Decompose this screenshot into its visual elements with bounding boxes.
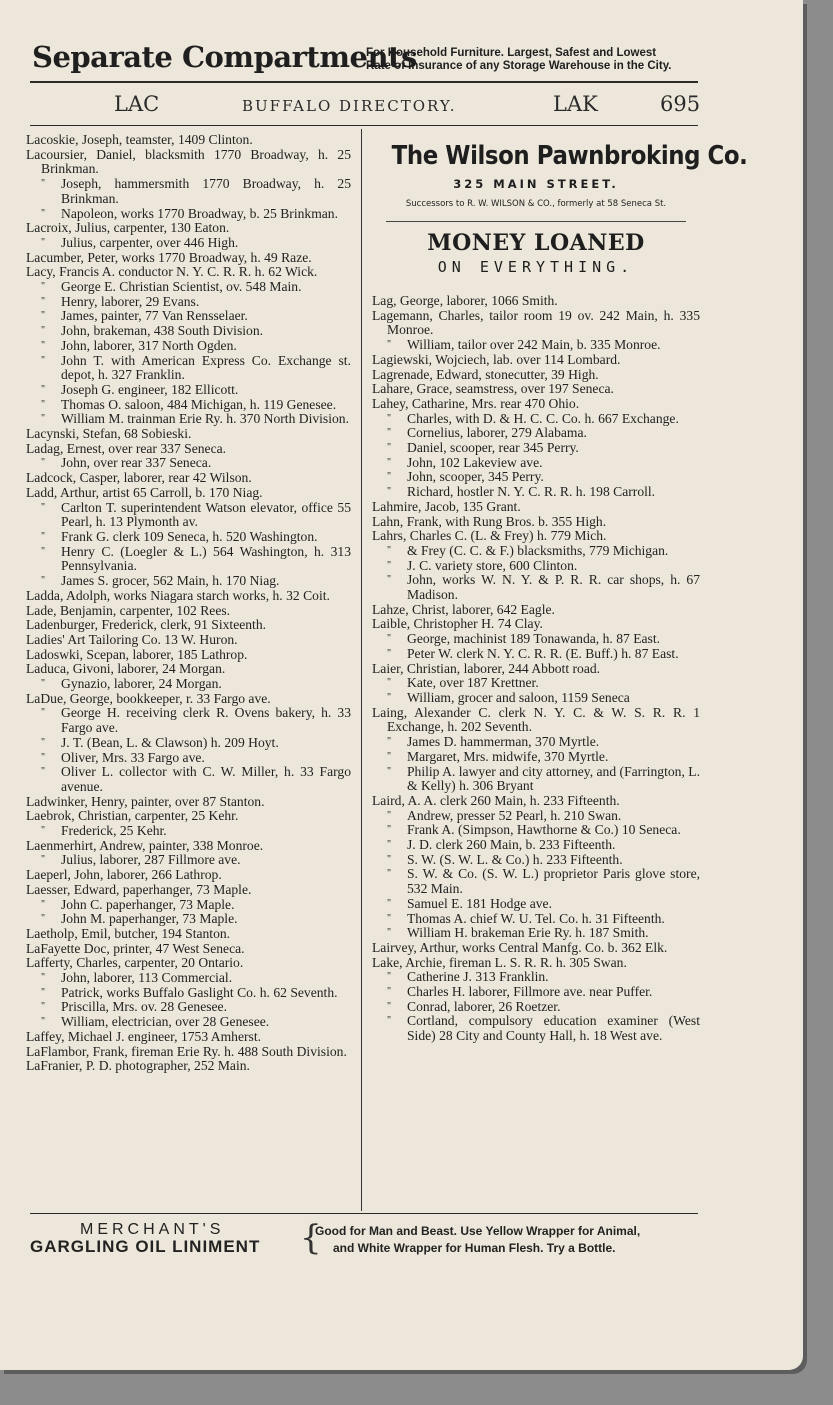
ditto-mark: "	[387, 677, 392, 689]
entry-text: Lacumber, Peter, works 1770 Broadway, h. 49 Raze.	[26, 249, 312, 265]
entry-text: Oliver, Mrs. 33 Fargo ave.	[61, 749, 205, 765]
ditto-mark: "	[387, 897, 392, 909]
bottom-rule	[30, 1213, 698, 1214]
directory-entry	[372, 735, 700, 750]
entry-text: William H. brakeman Erie Ry. h. 187 Smith.	[407, 925, 649, 941]
entry-text: Oliver L. collector with C. W. Miller, h. 33 Fargo avenue.	[61, 764, 351, 794]
ditto-mark: "	[387, 839, 392, 851]
wilson-address: 325 MAIN STREET.	[453, 177, 619, 191]
directory-entry	[26, 545, 351, 574]
entry-text: Cortland, compulsory education examiner (West Side) 28 City and County Hall, h. 18 West ave.	[407, 1013, 700, 1044]
ditto-mark: "	[41, 354, 46, 366]
directory-entry	[26, 412, 351, 427]
ditto-mark: "	[387, 486, 392, 498]
page-number: 695	[660, 92, 701, 116]
entry-text: Ladag, Ernest, over rear 337 Seneca.	[26, 440, 227, 456]
entry-text: James D. hammerman, 370 Myrtle.	[407, 734, 600, 750]
directory-entry	[372, 823, 700, 838]
entry-text: William M. trainman Erie Ry. h. 370 North Division.	[61, 411, 349, 427]
directory-entry	[26, 265, 351, 280]
ditto-mark: "	[387, 633, 392, 645]
entry-text: Lade, Benjamin, carpenter, 102 Rees.	[26, 602, 231, 618]
wilson-title: The Wilson Pawnbroking Co.	[391, 141, 748, 171]
entry-text: Conrad, laborer, 26 Roetzer.	[407, 998, 561, 1014]
ditto-mark: "	[41, 707, 46, 719]
directory-entry	[26, 324, 351, 339]
ditto-mark: "	[41, 413, 46, 425]
ditto-mark: "	[41, 310, 46, 322]
directory-entry	[372, 573, 700, 602]
ditto-mark: "	[387, 824, 392, 836]
ditto-mark: "	[387, 544, 392, 556]
ditto-mark: "	[41, 751, 46, 763]
entry-text: Laird, A. A. clerk 260 Main, h. 233 Fifteenth.	[372, 792, 620, 808]
directory-entry	[372, 382, 700, 397]
entry-text: Lacoskie, Joseph, teamster, 1409 Clinton.	[26, 132, 253, 147]
left-column-entries	[26, 133, 351, 1074]
entry-text: LaFlambor, Frank, fireman Erie Ry. h. 488 South Division.	[26, 1043, 347, 1059]
entry-text: Ladwinker, Henry, painter, over 87 Stanton.	[26, 793, 265, 809]
directory-entry	[372, 985, 700, 1000]
entry-text: Henry, laborer, 29 Evans.	[61, 293, 200, 309]
directory-entry	[26, 251, 351, 266]
directory-entry	[372, 706, 700, 735]
ditto-mark: "	[387, 912, 392, 924]
directory-entry	[372, 441, 700, 456]
on-everything: ON EVERYTHING.	[437, 258, 635, 276]
entry-text: S. W. & Co. (S. W. L.) proprietor Paris glove store, 532 Main.	[407, 866, 700, 897]
directory-entry	[26, 795, 351, 810]
entry-text: John M. paperhanger, 73 Maple.	[61, 911, 238, 927]
directory-entry	[26, 501, 351, 530]
directory-entry	[26, 486, 351, 501]
entry-text: William, electrician, over 28 Genesee.	[61, 1014, 270, 1030]
entry-text: Laetholp, Emil, butcher, 194 Stanton.	[26, 925, 231, 941]
directory-entry	[26, 280, 351, 295]
directory-entry	[372, 412, 700, 427]
ditto-mark: "	[387, 691, 392, 703]
entry-text: & Frey (C. C. & F.) blacksmiths, 779 Michigan.	[407, 542, 669, 558]
directory-entry	[372, 456, 700, 471]
entry-text: Cornelius, laborer, 279 Alabama.	[407, 425, 587, 441]
ditto-mark: "	[387, 456, 392, 468]
entry-text: Laeperl, John, laborer, 266 Lathrop.	[26, 867, 222, 883]
directory-entry	[26, 442, 351, 457]
ditto-mark: "	[41, 825, 46, 837]
entry-text: George, machinist 189 Tonawanda, h. 87 East.	[407, 631, 660, 647]
entry-text: LaFayette Doc, printer, 47 West Seneca.	[26, 940, 245, 956]
entry-text: Lacoursier, Daniel, blacksmith 1770 Broadway, h. 25 Brinkman.	[26, 146, 351, 177]
directory-entry	[372, 294, 700, 309]
entry-text: Thomas O. saloon, 484 Michigan, h. 119 Genesee.	[61, 396, 337, 412]
top-rule	[30, 81, 698, 83]
directory-entry	[372, 956, 700, 971]
ditto-mark: "	[387, 927, 392, 939]
ad-line-1: For Household Furniture. Largest, Safest and Lowest	[366, 47, 657, 59]
directory-entry	[372, 632, 700, 647]
directory-entry	[372, 897, 700, 912]
entry-text: Ladda, Adolph, works Niagara starch works, h. 32 Coit.	[26, 587, 330, 603]
entry-text: Lahze, Christ, laborer, 642 Eagle.	[372, 601, 555, 617]
entry-text: Joseph, hammersmith 1770 Broadway, h. 25 Brinkman.	[61, 176, 351, 206]
entry-text: John, over rear 337 Seneca.	[61, 455, 212, 471]
ditto-mark: "	[387, 809, 392, 821]
directory-entry	[26, 574, 351, 589]
entry-text: Laebrok, Christian, carpenter, 25 Kehr.	[26, 808, 239, 824]
merchants-label: MERCHANT'S	[80, 1221, 225, 1238]
entry-text: Catherine J. 313 Franklin.	[407, 969, 549, 985]
ditto-mark: "	[387, 471, 392, 483]
ditto-mark: "	[387, 647, 392, 659]
directory-entry	[26, 1000, 351, 1015]
directory-entry	[26, 662, 351, 677]
entry-text: Richard, hostler N. Y. C. R. R. h. 198 Carroll.	[407, 484, 656, 500]
ditto-mark: "	[387, 412, 392, 424]
brace-glyph: {	[300, 1218, 322, 1258]
ditto-mark: "	[41, 281, 46, 293]
entry-text: Laible, Christopher H. 74 Clay.	[372, 616, 543, 632]
directory-entry	[372, 765, 700, 794]
directory-entry	[372, 485, 700, 500]
liniment-name: GARGLING OIL LINIMENT	[30, 1237, 261, 1256]
directory-entry	[372, 941, 700, 956]
storage-advertisement	[30, 40, 710, 80]
directory-entry	[26, 456, 351, 471]
ditto-mark: "	[41, 913, 46, 925]
ditto-mark: "	[387, 971, 392, 983]
ditto-mark: "	[387, 559, 392, 571]
header-title: BUFFALO DIRECTORY.	[242, 97, 457, 115]
directory-entry	[26, 868, 351, 883]
directory-entry	[372, 867, 700, 896]
ditto-mark: "	[387, 1015, 392, 1027]
directory-entry	[26, 927, 351, 942]
entry-text: Peter W. clerk N. Y. C. R. R. (E. Buff.) h. 87 East.	[407, 645, 679, 661]
entry-text: J. C. variety store, 600 Clinton.	[407, 557, 578, 573]
ditto-mark: "	[387, 765, 392, 777]
directory-entry	[26, 853, 351, 868]
directory-entry	[372, 603, 700, 618]
liniment-line-2: and White Wrapper for Human Flesh. Try a Bottle.	[333, 1241, 616, 1255]
entry-text: Charles, with D. & H. C. C. Co. h. 667 Exchange.	[407, 410, 679, 426]
directory-entry	[26, 1059, 351, 1074]
directory-entry	[26, 839, 351, 854]
directory-entry	[26, 971, 351, 986]
entry-text: J. T. (Bean, L. & Clawson) h. 209 Hoyt.	[61, 734, 279, 750]
directory-entry	[26, 133, 351, 148]
entry-text: Lake, Archie, fireman L. S. R. R. h. 305 Swan.	[372, 954, 627, 970]
wilson-divider	[386, 221, 686, 222]
directory-entry	[372, 368, 700, 383]
directory-entry	[26, 427, 351, 442]
entry-text: Frank A. (Simpson, Hawthorne & Co.) 10 Seneca.	[407, 822, 681, 838]
ditto-mark: "	[41, 1016, 46, 1028]
directory-entry	[26, 309, 351, 324]
directory-entry	[372, 515, 700, 530]
ad-title: Separate Compartments	[32, 40, 417, 74]
entry-text: Ladoswki, Scepan, laborer, 185 Lathrop.	[26, 646, 248, 662]
ditto-mark: "	[387, 427, 392, 439]
entry-text: Lafferty, Charles, carpenter, 20 Ontario.	[26, 955, 244, 971]
directory-entry	[26, 956, 351, 971]
entry-text: John, brakeman, 438 South Division.	[61, 323, 264, 339]
ditto-mark: "	[387, 853, 392, 865]
entry-text: Andrew, presser 52 Pearl, h. 210 Swan.	[407, 807, 622, 823]
ditto-mark: "	[387, 750, 392, 762]
directory-entry	[26, 148, 351, 177]
ditto-mark: "	[41, 339, 46, 351]
directory-entry	[26, 824, 351, 839]
directory-entry	[372, 853, 700, 868]
column-divider	[361, 129, 362, 1211]
directory-entry	[26, 986, 351, 1001]
ditto-mark: "	[387, 442, 392, 454]
directory-entry	[26, 604, 351, 619]
directory-entry	[372, 750, 700, 765]
directory-entry	[26, 221, 351, 236]
directory-entry	[372, 544, 700, 559]
ditto-mark: "	[41, 325, 46, 337]
entry-text: Laesser, Edward, paperhanger, 73 Maple.	[26, 881, 252, 897]
entry-text: Lagrenade, Edward, stonecutter, 39 High.	[372, 366, 599, 382]
directory-entry	[372, 809, 700, 824]
ditto-mark: "	[41, 383, 46, 395]
ditto-mark: "	[41, 501, 46, 513]
entry-text: Priscilla, Mrs. ov. 28 Genesee.	[61, 999, 227, 1015]
entry-text: Ladd, Arthur, artist 65 Carroll, b. 170 Niag.	[26, 484, 263, 500]
directory-entry	[26, 383, 351, 398]
directory-entry	[372, 529, 700, 544]
directory-entry	[26, 354, 351, 383]
directory-entry	[26, 339, 351, 354]
entry-text: Lagemann, Charles, tailor room 19 ov. 242 Main, h. 335 Monroe.	[372, 307, 700, 338]
directory-entry	[372, 676, 700, 691]
directory-entry	[26, 942, 351, 957]
entry-text: William, tailor over 242 Main, b. 335 Monroe.	[407, 337, 661, 353]
directory-entry	[26, 883, 351, 898]
ditto-mark: "	[41, 736, 46, 748]
directory-entry	[26, 530, 351, 545]
directory-entry	[26, 751, 351, 766]
ditto-mark: "	[41, 457, 46, 469]
entry-text: S. W. (S. W. L. & Co.) h. 233 Fifteenth.	[407, 851, 623, 867]
ditto-mark: "	[387, 1000, 392, 1012]
ditto-mark: "	[41, 295, 46, 307]
directory-entry	[372, 1000, 700, 1015]
entry-text: Lacy, Francis A. conductor N. Y. C. R. R. h. 62 Wick.	[26, 264, 318, 280]
wilson-successors: Successors to R. W. WILSON & CO., formerly at 58 Seneca St.	[405, 199, 667, 209]
directory-entry	[372, 559, 700, 574]
directory-entry	[26, 765, 351, 794]
entry-text: James, painter, 77 Van Rensselaer.	[61, 308, 248, 324]
ditto-mark: "	[41, 986, 46, 998]
directory-entry	[26, 1015, 351, 1030]
ditto-mark: "	[41, 545, 46, 557]
header-rule	[30, 125, 698, 126]
ditto-mark: "	[41, 236, 46, 248]
ditto-mark: "	[387, 868, 392, 880]
entry-text: Frederick, 25 Kehr.	[61, 823, 167, 839]
header-left-range: LAC	[114, 92, 160, 116]
directory-entry	[26, 589, 351, 604]
entry-text: John, works W. N. Y. & P. R. R. car shops, h. 67 Madison.	[407, 572, 700, 603]
ad-line-2: Rate of Insurance of any Storage Warehouse in the City.	[366, 60, 672, 72]
directory-entry	[26, 1030, 351, 1045]
directory-entry	[372, 970, 700, 985]
entry-text: John, 102 Lakeview ave.	[407, 454, 543, 470]
directory-entry	[372, 617, 700, 632]
directory-entry	[26, 633, 351, 648]
entry-text: Ladenburger, Frederick, clerk, 91 Sixteenth.	[26, 617, 267, 633]
directory-entry	[26, 677, 351, 692]
entry-text: Lagiewski, Wojciech, lab. over 114 Lombard.	[372, 351, 621, 367]
directory-entry	[372, 647, 700, 662]
entry-text: Laenmerhirt, Andrew, painter, 338 Monroe.	[26, 837, 264, 853]
entry-text: George H. receiving clerk R. Ovens bakery, h. 33 Fargo ave.	[61, 705, 351, 736]
entry-text: LaFranier, P. D. photographer, 252 Main.	[26, 1058, 250, 1074]
entry-text: Laffey, Michael J. engineer, 1753 Amherst.	[26, 1028, 262, 1044]
entry-text: Lacroix, Julius, carpenter, 130 Eaton.	[26, 220, 230, 236]
liniment-advertisement	[30, 1218, 710, 1265]
entry-text: Ladcock, Casper, laborer, rear 42 Wilson.	[26, 470, 252, 486]
entry-text: Lahey, Catharine, Mrs. rear 470 Ohio.	[372, 395, 580, 411]
directory-entry	[26, 295, 351, 310]
entry-text: John T. with American Express Co. Exchange st. depot, h. 327 Franklin.	[61, 352, 351, 383]
directory-entry	[26, 1045, 351, 1060]
entry-text: Lahn, Frank, with Rung Bros. b. 355 High.	[372, 513, 607, 529]
ditto-mark: "	[41, 1001, 46, 1013]
ditto-mark: "	[41, 530, 46, 542]
ditto-mark: "	[41, 678, 46, 690]
entry-text: John C. paperhanger, 73 Maple.	[61, 896, 235, 912]
entry-text: Carlton T. superintendent Watson elevator, office 55 Pearl, h. 13 Plymonth av.	[61, 499, 351, 530]
entry-text: Napoleon, works 1770 Broadway, b. 25 Brinkman.	[61, 205, 338, 221]
entry-text: LaDue, George, bookkeeper, r. 33 Fargo ave.	[26, 690, 271, 706]
ditto-mark: "	[387, 986, 392, 998]
ditto-mark: "	[41, 398, 46, 410]
directory-entry	[372, 470, 700, 485]
entry-text: Henry C. (Loegler & L.) 564 Washington, h. 313 Pennsylvania.	[61, 543, 351, 574]
entry-text: Lag, George, laborer, 1066 Smith.	[372, 293, 558, 308]
directory-entry	[372, 397, 700, 412]
directory-entry	[372, 309, 700, 338]
ditto-mark: "	[387, 339, 392, 351]
entry-text: Lairvey, Arthur, works Central Manfg. Co. b. 362 Elk.	[372, 939, 668, 955]
directory-entry	[372, 500, 700, 515]
directory-entry	[26, 648, 351, 663]
money-loaned: MONEY LOANED	[427, 230, 645, 256]
ditto-mark: "	[41, 575, 46, 587]
ditto-mark: "	[387, 736, 392, 748]
entry-text: George E. Christian Scientist, ov. 548 Main.	[61, 279, 302, 295]
entry-text: Laier, Christian, laborer, 244 Abbott road.	[372, 660, 601, 676]
directory-entry	[26, 618, 351, 633]
wilson-pawnbroking-ad	[372, 133, 748, 276]
entry-text: John, laborer, 113 Commercial.	[61, 970, 233, 986]
ditto-mark: "	[41, 898, 46, 910]
entry-text: Philip A. lawyer and city attorney, and (Farrington, L. & Kelly) h. 306 Bryant	[407, 763, 700, 794]
directory-entry	[372, 353, 700, 368]
entry-text: Lacynski, Stefan, 68 Sobieski.	[26, 426, 192, 442]
entry-text: J. D. clerk 260 Main, b. 233 Fifteenth.	[407, 837, 616, 853]
entry-text: Thomas A. chief W. U. Tel. Co. h. 31 Fifteenth.	[407, 910, 665, 926]
ditto-mark: "	[41, 766, 46, 778]
directory-entry	[372, 426, 700, 441]
liniment-line-1: Good for Man and Beast. Use Yellow Wrapper for Animal,	[315, 1224, 641, 1238]
entry-text: John, scooper, 345 Perry.	[407, 469, 544, 485]
entry-text: Joseph G. engineer, 182 Ellicott.	[61, 381, 239, 397]
directory-entry	[26, 471, 351, 486]
entry-text: Laing, Alexander C. clerk N. Y. C. & W. S. R. R. 1 Exchange, h. 202 Seventh.	[372, 704, 700, 735]
entry-text: John, laborer, 317 North Ogden.	[61, 337, 237, 353]
entry-text: William, grocer and saloon, 1159 Seneca	[407, 689, 630, 705]
directory-entry	[372, 794, 700, 809]
directory-entry	[372, 691, 700, 706]
entry-text: Lahare, Grace, seamstress, over 197 Seneca.	[372, 381, 614, 397]
entry-text: Lahmire, Jacob, 135 Grant.	[372, 498, 521, 514]
directory-entry	[372, 912, 700, 927]
directory-entry	[372, 838, 700, 853]
right-column-entries	[372, 294, 700, 1044]
entry-text: Ladies' Art Tailoring Co. 13 W. Huron.	[26, 631, 238, 647]
directory-entry	[26, 912, 351, 927]
entry-text: Patrick, works Buffalo Gaslight Co. h. 62 Seventh.	[61, 984, 338, 1000]
directory-entry	[26, 692, 351, 707]
directory-entry	[26, 706, 351, 735]
directory-entry	[26, 398, 351, 413]
ditto-mark: "	[41, 854, 46, 866]
entry-text: Samuel E. 181 Hodge ave.	[407, 895, 552, 911]
entry-text: James S. grocer, 562 Main, h. 170 Niag.	[61, 573, 280, 589]
entry-text: Lahrs, Charles C. (L. & Frey) h. 779 Mich.	[372, 528, 607, 544]
header-right-range: LAK	[553, 92, 598, 116]
ditto-mark: "	[387, 574, 392, 586]
ditto-mark: "	[41, 178, 46, 190]
ditto-mark: "	[41, 207, 46, 219]
directory-entry	[26, 736, 351, 751]
directory-entry	[26, 207, 351, 222]
directory-entry	[372, 662, 700, 677]
ditto-mark: "	[41, 972, 46, 984]
entry-text: Julius, carpenter, over 446 High.	[61, 234, 239, 250]
entry-text: Laduca, Givoni, laborer, 24 Morgan.	[26, 661, 226, 677]
directory-entry	[26, 809, 351, 824]
entry-text: Kate, over 187 Krettner.	[407, 675, 539, 691]
entry-text: Daniel, scooper, rear 345 Perry.	[407, 440, 579, 456]
directory-entry	[372, 926, 700, 941]
entry-text: Margaret, Mrs. midwife, 370 Myrtle.	[407, 748, 609, 764]
directory-entry	[26, 236, 351, 251]
entry-text: Julius, laborer, 287 Fillmore ave.	[61, 852, 241, 868]
directory-entry	[372, 338, 700, 353]
entry-text: Gynazio, laborer, 24 Morgan.	[61, 676, 222, 692]
entry-text: Frank G. clerk 109 Seneca, h. 520 Washington.	[61, 528, 318, 544]
directory-entry	[26, 177, 351, 206]
directory-entry	[372, 1014, 700, 1043]
entry-text: Charles H. laborer, Fillmore ave. near Puffer.	[407, 984, 653, 1000]
directory-entry	[26, 898, 351, 913]
